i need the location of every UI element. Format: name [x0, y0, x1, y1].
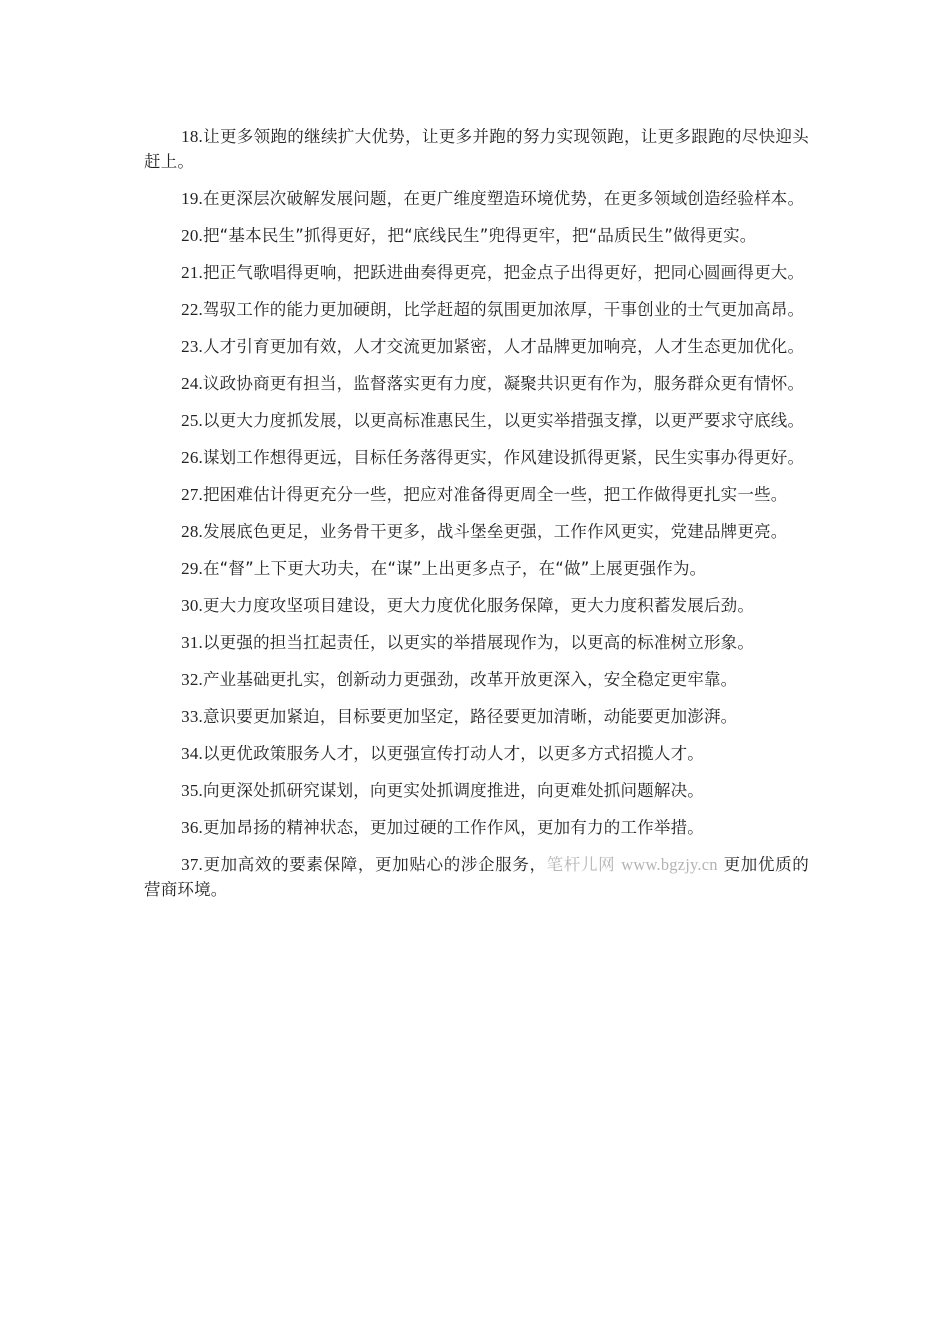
item-text: 向更深处抓研究谋划，向更实处抓调度推进，向更难处抓问题解决。	[202, 781, 704, 800]
item-number: 28.	[181, 522, 203, 541]
paragraph-27	[144, 482, 809, 507]
watermark	[547, 855, 718, 874]
paragraph-24	[144, 371, 809, 396]
paragraph-19	[144, 186, 809, 211]
item-text: 更大力度攻坚项目建设，更大力度优化服务保障，更大力度积蓄发展后劲。	[202, 596, 755, 615]
paragraph-36	[144, 815, 809, 840]
item-text: 人才引育更加有效，人才交流更加紧密，人才品牌更加响亮，人才生态更加优化。	[202, 337, 805, 356]
item-number: 30.	[181, 596, 203, 615]
item-text: 以更优政策服务人才，以更强宣传打动人才，以更多方式招揽人才。	[202, 744, 704, 763]
watermark-url: www.bgzjy.cn	[621, 855, 718, 874]
paragraph-20	[144, 223, 809, 248]
item-text: 把正气歌唱得更响，把跃进曲奏得更亮，把金点子出得更好，把同心圆画得更大。	[202, 263, 805, 282]
item-number: 31.	[181, 633, 203, 652]
item-text: 以更大力度抓发展，以更高标准惠民生，以更实举措强支撑，以更严要求守底线。	[202, 411, 805, 430]
item-text: 发展底色更足，业务骨干更多，战斗堡垒更强，工作作风更实，党建品牌更亮。	[202, 522, 788, 541]
document-page	[144, 124, 809, 914]
item-number: 32.	[181, 670, 203, 689]
item-number: 27.	[181, 485, 203, 504]
item-text: 在“督”上下更大功夫，在“谋”上出更多点子，在“做”上展更强作为。	[202, 559, 707, 578]
item-number: 21.	[181, 263, 203, 282]
item-text: 更加高效的要素保障，更加贴心的涉企服务，	[202, 855, 547, 874]
paragraph-21	[144, 260, 809, 285]
item-text-continued: 更加优质的营商环境。	[144, 855, 809, 899]
item-number: 24.	[181, 374, 203, 393]
paragraph-32	[144, 667, 809, 692]
paragraph-35	[144, 778, 809, 803]
item-text: 产业基础更扎实，创新动力更强劲，改革开放更深入，安全稳定更牢靠。	[202, 670, 738, 689]
item-text: 在更深层次破解发展问题，在更广维度塑造环境优势，在更多领域创造经验样本。	[202, 189, 805, 208]
item-text: 意识要更加紧迫，目标要更加坚定，路径要更加清晰，动能要更加澎湃。	[202, 707, 738, 726]
item-number: 36.	[181, 818, 203, 837]
item-text: 以更强的担当扛起责任，以更实的举措展现作为，以更高的标准树立形象。	[202, 633, 755, 652]
item-number: 23.	[181, 337, 203, 356]
item-number: 37.	[181, 855, 203, 874]
item-text: 驾驭工作的能力更加硬朗，比学赶超的氛围更加浓厚，干事创业的士气更加高昂。	[202, 300, 805, 319]
watermark-name: 笔杆儿网	[546, 855, 616, 874]
item-number: 20.	[181, 226, 203, 245]
item-text: 议政协商更有担当，监督落实更有力度，凝聚共识更有作为，服务群众更有情怀。	[202, 374, 805, 393]
paragraph-34	[144, 741, 809, 766]
item-text: 让更多领跑的继续扩大优势，让更多并跑的努力实现领跑，让更多跟跑的尽快迎头赶上。	[144, 127, 809, 171]
item-number: 18.	[181, 127, 203, 146]
item-number: 26.	[181, 448, 203, 467]
paragraph-25	[144, 408, 809, 433]
paragraph-28	[144, 519, 809, 544]
paragraph-18	[144, 124, 809, 174]
item-text: 谋划工作想得更远，目标任务落得更实，作风建设抓得更紧，民生实事办得更好。	[202, 448, 805, 467]
item-number: 25.	[181, 411, 203, 430]
item-number: 19.	[181, 189, 203, 208]
item-number: 34.	[181, 744, 203, 763]
paragraph-22	[144, 297, 809, 322]
item-number: 29.	[181, 559, 203, 578]
item-text: 把困难估计得更充分一些，把应对准备得更周全一些，把工作做得更扎实一些。	[202, 485, 788, 504]
paragraph-37	[144, 852, 809, 902]
paragraph-29	[144, 556, 809, 581]
item-text: 更加昂扬的精神状态，更加过硬的工作作风，更加有力的工作举措。	[202, 818, 704, 837]
paragraph-31	[144, 630, 809, 655]
paragraph-23	[144, 334, 809, 359]
item-number: 22.	[181, 300, 203, 319]
item-number: 35.	[181, 781, 203, 800]
paragraph-30	[144, 593, 809, 618]
paragraph-26	[144, 445, 809, 470]
item-number: 33.	[181, 707, 203, 726]
paragraph-33	[144, 704, 809, 729]
item-text: 把“基本民生”抓得更好，把“底线民生”兜得更牢，把“品质民生”做得更实。	[202, 226, 757, 245]
